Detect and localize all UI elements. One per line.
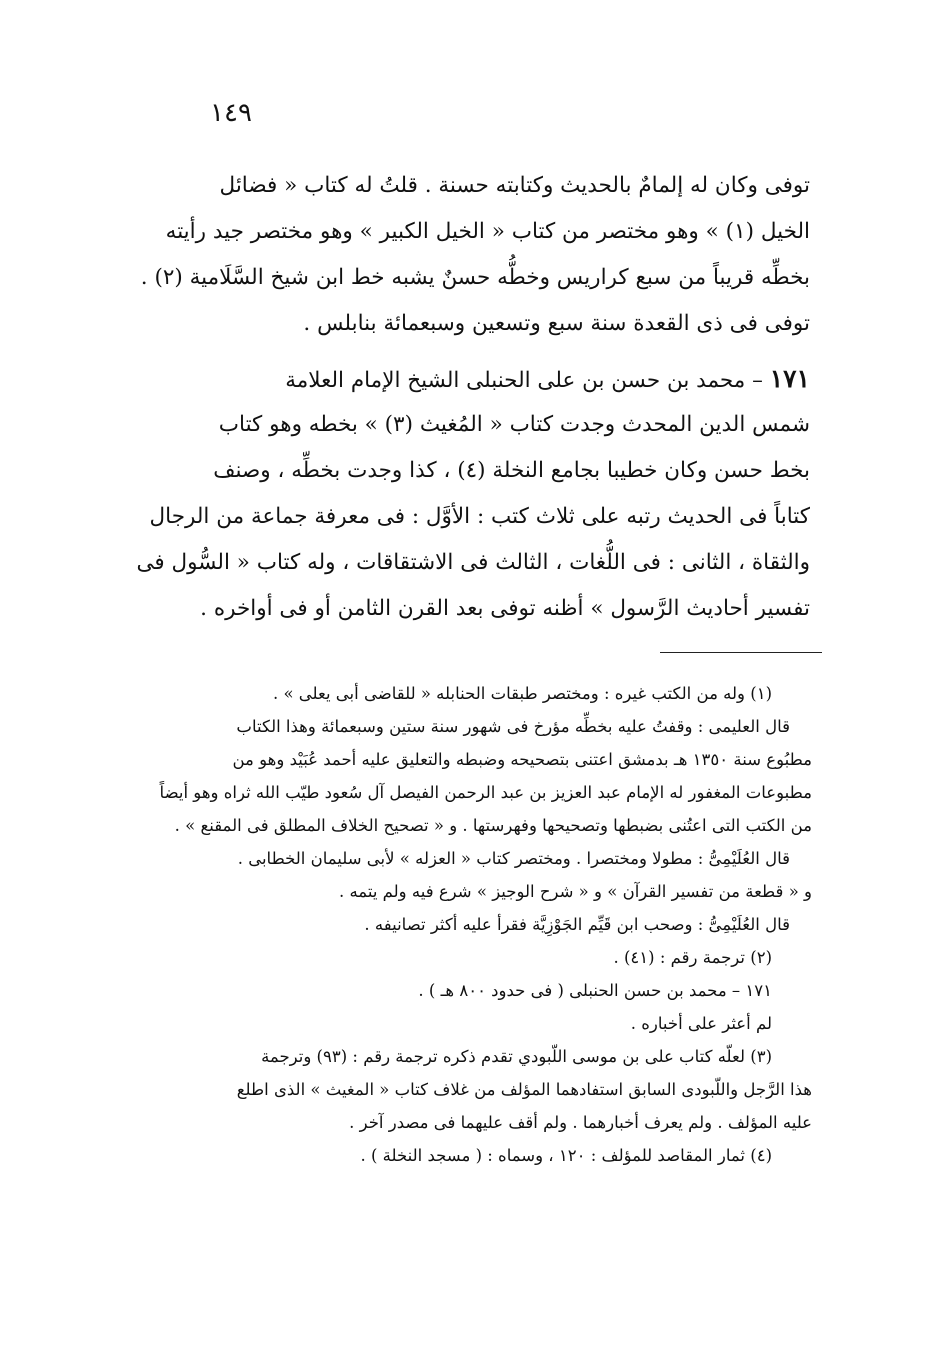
footnote-line: (١) وله من الكتب غيره : ومختصر طبقات الحنابله « للقاضى أبى يعلى » . <box>272 684 772 703</box>
biography-entry-171 <box>136 356 810 632</box>
footnote-line: (٢) ترجمة رقم : (٤١) . <box>613 948 772 967</box>
body-line: كتاباً فى الحديث رتبه على ثلاث كتب : الأوَّل : فى معرفة جماعة من الرجال <box>149 504 810 529</box>
body-line: شمس الدين المحدث وجدت كتاب « المُغيث (٣) » بخطه وهو كتاب <box>218 412 810 437</box>
body-line: بخط حسن وكان خطيبا بجامع النخلة (٤) ، كذا وجدت بخطِّه ، وصنف <box>213 458 810 483</box>
body-line: بخطِّه قريباً من سبع كراريس وخطُّه حسنٌ يشبه خط ابن شيخ السَّلَامية (٢) . <box>140 265 810 290</box>
body-line: الخيل (١) » وهو مختصر من كتاب « الخيل الكبير » وهو مختصر جيد رأيته <box>165 219 810 244</box>
body-line: توفى فى ذى القعدة سنة سبع وتسعين وسبعمائة بنابلس . <box>303 311 810 336</box>
entry-heading-text: – محمد بن حسن بن على الحنبلى الشيخ الإمام العلامة <box>285 368 763 393</box>
footnote-line: (٤) ثمار المقاصد للمؤلف : ١٢٠ ، وسماه : ( مسجد النخلة ) . <box>360 1146 772 1165</box>
footnote-line: لم أعثر على أخباره . <box>630 1014 772 1033</box>
footnote-divider <box>660 652 822 653</box>
body-line: توفى وكان له إلمامٌ بالحديث وكتابته حسنة . قلتُ له كتاب « فضائل <box>219 173 810 198</box>
footnote-line: (٣) لعلّه كتاب على بن موسى اللّبودي تقدم ذكره ترجمة رقم : (٩٣) وترجمة <box>261 1047 772 1066</box>
entry-number: ١٧١ <box>769 364 810 393</box>
footnotes <box>160 677 812 1172</box>
footnote-line: عليه المؤلف . ولم يعرف أخبارهما . ولم أقف عليهما فى مصدر آخر . <box>349 1113 812 1132</box>
entry-heading-line <box>160 356 810 402</box>
footnote-line: مطبُوع سنة ١٣٥٠ هـ بدمشق اعتنى بتصحيحه وضبطه والتعليق عليه أحمد عُبَيْد وهو من <box>232 750 812 769</box>
footnote-line: من الكتب التى اعتُنى بضبطها وتصحيحها وفهرستها . و « تصحيح الخلاف المطلق فى المقنع » . <box>174 816 812 835</box>
footnote-line: قال العُلَيْمِىُّ : مطولا ومختصرا . ومختصر كتاب « العزله » لأبى سليمان الخطابى . <box>237 849 790 868</box>
footnote-line: هذا الرَّجل واللّبودى السابق استفادهما المؤلف من غلاف كتاب « المغيث » الذى اطلع <box>236 1080 812 1099</box>
footnote-line: قال العُلَيْمِىُّ : وصحب ابن قَيِّم الجَوْزِيَّة فقرأ عليه أكثر تصانيفه . <box>364 915 790 934</box>
footnote-line: ١٧١ – محمد بن حسن الحنبلى ( فى حدود ٨٠٠ هـ ) . <box>418 981 772 1000</box>
footnote-line: قال العليمى : وقفتُ عليه بخطِّه مؤرخ فى شهور سنة ستين وسبعمائة وهذا الكتاب <box>236 717 790 736</box>
paragraph-continuation <box>140 163 810 347</box>
body-line: والثقاة ، الثانى : فى اللُّغات ، الثالث فى الاشتقاقات ، وله كتاب « السُّول فى <box>136 550 810 575</box>
page-number: ١٤٩ <box>210 98 252 128</box>
footnote-line: و « قطعة من تفسير القرآن » و « شرح الوجيز » شرع فيه ولم يتمه . <box>338 882 812 901</box>
footnote-line: مطبوعات المغفور له الإمام عبد العزيز بن عبد الرحمن الفيصل آل سُعود طيّب الله ثراه وهو أيضاً <box>159 783 812 802</box>
body-line: تفسير أحاديث الرَّسول » أظنه توفى بعد القرن الثامن أو فى أواخره . <box>200 596 810 621</box>
